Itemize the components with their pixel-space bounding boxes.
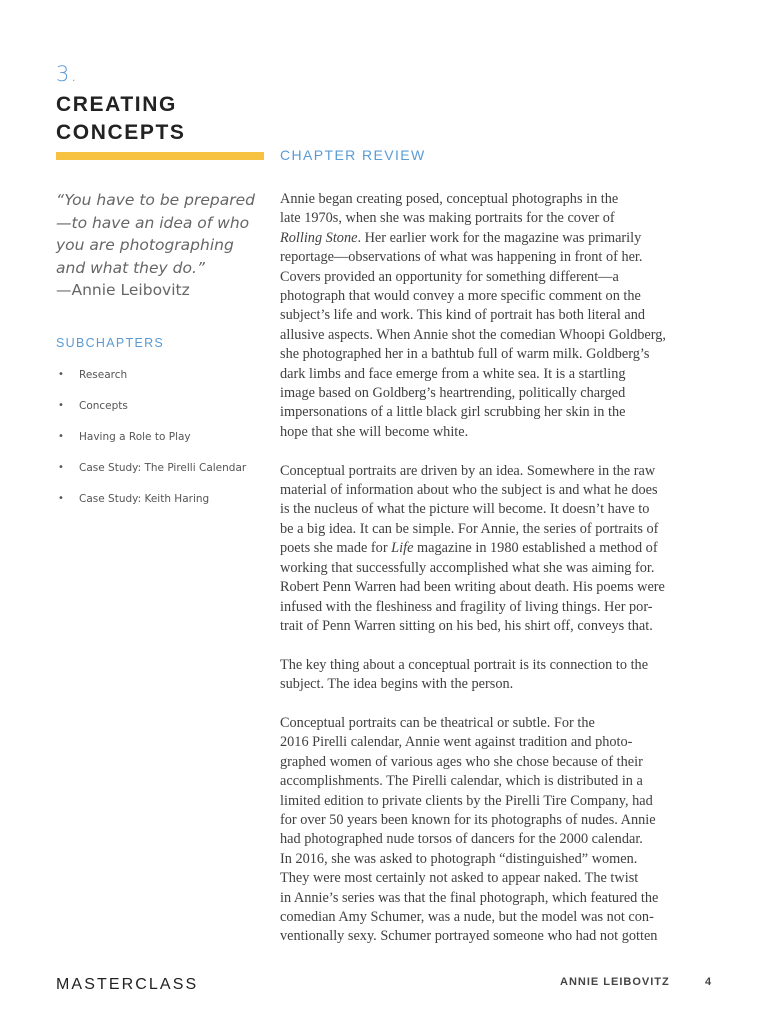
subchapter-label: Research (79, 369, 128, 381)
text-line: hope that she will become white. (280, 423, 469, 440)
text-line: accomplishments. The Pirelli calendar, which is distributed in a (280, 773, 643, 790)
text-line: 2016 Pirelli calendar, Annie went against tradition and photo- (280, 734, 633, 751)
text-line: Annie began creating posed, conceptual photographs in the (280, 191, 619, 207)
text-line: They were most certainly not asked to appear naked. The twist (280, 870, 639, 887)
text-fragment: magazine in 1980 established a method of (413, 540, 658, 557)
subchapters-heading: SUBCHAPTERS (56, 336, 165, 350)
text-line: Conceptual portraits can be theatrical or subtle. For the (280, 714, 595, 731)
text-line: Covers provided an opportunity for something different—a (280, 268, 619, 285)
text-line: image based on Goldberg’s heartrending, politically charged (280, 385, 626, 402)
bullet-icon: • (58, 431, 64, 442)
masterclass-logo: MASTERCLASS (56, 976, 199, 993)
subchapter-item[interactable] (56, 458, 246, 489)
footer-author: ANNIE LEIBOVITZ (560, 976, 670, 988)
text-line: infused with the fleshiness and fragility of living things. Her por- (280, 598, 653, 615)
chapter-review-body (280, 190, 720, 966)
text-line: graphed women of various ages who she chose because of their (280, 753, 643, 770)
text-line: Conceptual portraits are driven by an idea. Somewhere in the raw (280, 462, 656, 479)
text-line: material of information about who the subject is and what he does (280, 482, 658, 499)
text-line: subject’s life and work. This kind of portrait has both literal and (280, 307, 646, 324)
chapter-title-line-2: CONCEPTS (56, 121, 186, 144)
text-line: limited edition to private clients by the Pirelli Tire Company, had (280, 792, 653, 809)
pull-quote (56, 189, 266, 302)
text-line: for over 50 years been known for its photographs of nudes. Annie (280, 811, 656, 828)
subchapter-item[interactable] (56, 427, 246, 458)
text-line: is the nucleus of what the picture will become. It doesn’t have to (280, 501, 650, 518)
text-line: working that successfully accomplished what she was aiming for. (280, 559, 655, 576)
bullet-icon: • (58, 462, 64, 473)
text-line (280, 229, 720, 248)
text-line: in Annie’s series was that the final photograph, which featured the (280, 889, 659, 906)
text-line: had photographed nude torsos of dancers for the 2000 calendar. (280, 831, 643, 848)
paragraph-2 (280, 462, 720, 637)
text-line: photograph that would convey a more specific comment on the (280, 288, 641, 305)
text-fragment: . Her earlier work for the magazine was primarily (357, 229, 642, 246)
page-number: 4 (705, 976, 712, 988)
paragraph-4 (280, 714, 720, 947)
section-heading: CHAPTER REVIEW (280, 147, 426, 163)
text-line: The key thing about a conceptual portrait is its connection to the (280, 656, 649, 673)
chapter-title (56, 91, 185, 147)
subchapter-label: Case Study: The Pirelli Calendar (79, 462, 247, 474)
text-line: comedian Amy Schumer, was a nude, but the model was not con- (280, 908, 654, 925)
magazine-title: Life (391, 540, 414, 557)
bullet-icon: • (58, 369, 64, 380)
subchapter-item[interactable] (56, 365, 246, 396)
text-line: In 2016, she was asked to photograph “distinguished” women. (280, 850, 638, 867)
text-line: reportage—observations of what was happening in front of her. (280, 249, 643, 266)
text-line: subject. The idea begins with the person. (280, 676, 514, 693)
bullet-icon: • (58, 400, 64, 411)
chapter-number: 3. (56, 62, 79, 86)
quote-text: “You have to be prepared—to have an idea of who you are photographing and what they do.” (56, 191, 255, 277)
text-line (280, 539, 720, 558)
paragraph-3 (280, 656, 720, 695)
text-line: trait of Penn Warren sitting on his bed, his shirt off, conveys that. (280, 617, 653, 634)
subchapter-item[interactable] (56, 396, 246, 427)
subchapter-label: Concepts (79, 400, 128, 412)
bullet-icon: • (58, 493, 64, 504)
text-line: she photographed her in a bathtub full of warm milk. Goldberg’s (280, 346, 650, 363)
quote-author: —Annie Leibovitz (56, 281, 190, 299)
text-line: be a big idea. It can be simple. For Annie, the series of portraits of (280, 520, 659, 537)
text-line: allusive aspects. When Annie shot the comedian Whoopi Goldberg, (280, 326, 666, 343)
subchapter-label: Having a Role to Play (79, 431, 191, 443)
text-fragment: poets she made for (280, 540, 392, 557)
accent-bar (56, 152, 264, 160)
text-line: dark limbs and face emerge from a white sea. It is a startling (280, 365, 626, 382)
subchapter-list (56, 365, 246, 520)
chapter-title-line-1: CREATING (56, 93, 177, 116)
text-line: ventionally sexy. Schumer portrayed someone who had not gotten (280, 928, 658, 945)
subchapter-label: Case Study: Keith Haring (79, 493, 210, 505)
text-line: Robert Penn Warren had been writing about death. His poems were (280, 579, 665, 596)
subchapter-item[interactable] (56, 489, 246, 520)
magazine-title: Rolling Stone (280, 229, 358, 246)
text-line: late 1970s, when she was making portraits for the cover of (280, 210, 615, 227)
paragraph-1 (280, 190, 720, 442)
text-line: impersonations of a little black girl scrubbing her skin in the (280, 404, 626, 421)
